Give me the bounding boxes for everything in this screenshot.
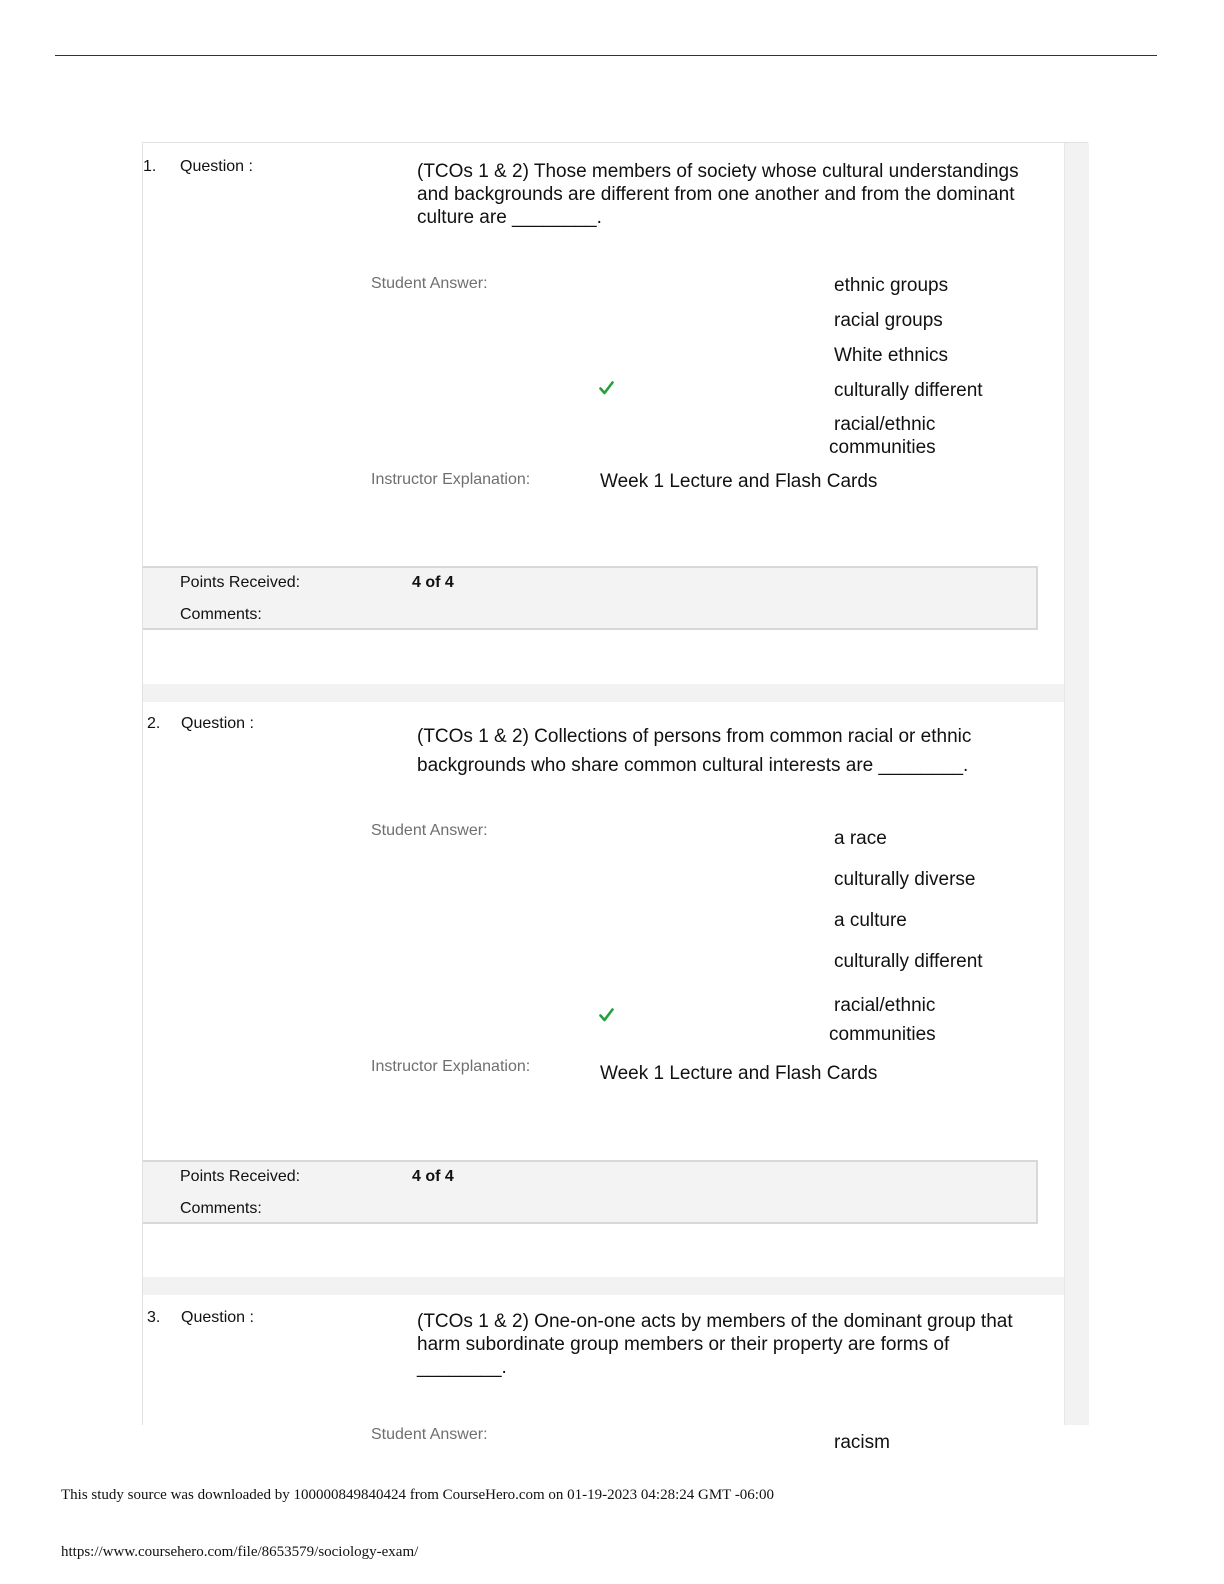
top-rule: [55, 55, 1157, 56]
question-text: [417, 722, 1057, 780]
comments-label: Comments:: [180, 606, 262, 623]
answer-option: racial/ethnic communities: [829, 414, 936, 458]
instructor-explanation-label: Instructor Explanation:: [371, 471, 531, 488]
points-received-label: Points Received:: [180, 1168, 301, 1185]
answer-option: culturally diverse: [834, 869, 976, 890]
question-text-line: backgrounds who share common cultural interests are ________.: [417, 755, 969, 776]
question-number: 3.: [147, 1309, 161, 1326]
instructor-explanation-text: Week 1 Lecture and Flash Cards: [600, 471, 878, 492]
panel-left-edge: [142, 142, 143, 1425]
student-answer-label: Student Answer:: [371, 1426, 488, 1443]
answer-option: White ethnics: [834, 345, 949, 366]
student-answer-label: Student Answer:: [371, 275, 488, 292]
right-scroll-strip: [1064, 143, 1089, 1425]
correct-check-icon: [599, 381, 614, 395]
source-url-link[interactable]: https://www.coursehero.com/file/8653579/sociology-exam/: [61, 1544, 419, 1560]
points-box: [143, 1160, 1038, 1224]
question-text: [417, 160, 1057, 229]
answer-option: racial groups: [834, 310, 943, 331]
answer-option: racial/ethnic communities: [829, 995, 936, 1045]
points-received-value: 4 of 4: [412, 574, 454, 591]
question-separator: [143, 684, 1064, 702]
answer-option: culturally different: [834, 380, 983, 401]
question-separator: [143, 1277, 1064, 1295]
points-received-value: 4 of 4: [412, 1168, 454, 1185]
instructor-explanation-label: Instructor Explanation:: [371, 1058, 531, 1075]
question-number: 2.: [147, 715, 161, 732]
points-box: [143, 566, 1038, 630]
question-text-line: ________.: [417, 1357, 507, 1378]
answer-option: culturally different: [834, 951, 983, 972]
question-text-line: harm subordinate group members or their property are forms of: [417, 1334, 950, 1355]
answer-option: racism: [834, 1432, 890, 1453]
download-notice: This study source was downloaded by 100000849840424 from CourseHero.com on 01-19-2023 04:28:24 GMT -06:00: [61, 1487, 774, 1503]
question-label: Question :: [181, 1309, 254, 1326]
answer-option: a race: [834, 828, 887, 849]
question-text-line: (TCOs 1 & 2) Those members of society whose cultural understandings: [417, 161, 1019, 182]
question-text: [417, 1310, 1057, 1379]
student-answer-label: Student Answer:: [371, 822, 488, 839]
question-number: 1.: [143, 158, 157, 175]
points-received-label: Points Received:: [180, 574, 301, 591]
question-label: Question :: [180, 158, 253, 175]
comments-label: Comments:: [180, 1200, 262, 1217]
panel-top-edge: [143, 142, 1088, 143]
question-text-line: (TCOs 1 & 2) Collections of persons from common racial or ethnic: [417, 726, 972, 747]
question-text-line: and backgrounds are different from one another and from the dominant: [417, 184, 1015, 205]
correct-check-icon: [599, 1008, 614, 1022]
question-text-line: (TCOs 1 & 2) One-on-one acts by members of the dominant group that: [417, 1311, 1013, 1332]
question-text-line: culture are ________.: [417, 207, 602, 228]
answer-option: ethnic groups: [834, 275, 949, 296]
instructor-explanation-text: Week 1 Lecture and Flash Cards: [600, 1063, 878, 1084]
question-label: Question :: [181, 715, 254, 732]
answer-option: a culture: [834, 910, 907, 931]
